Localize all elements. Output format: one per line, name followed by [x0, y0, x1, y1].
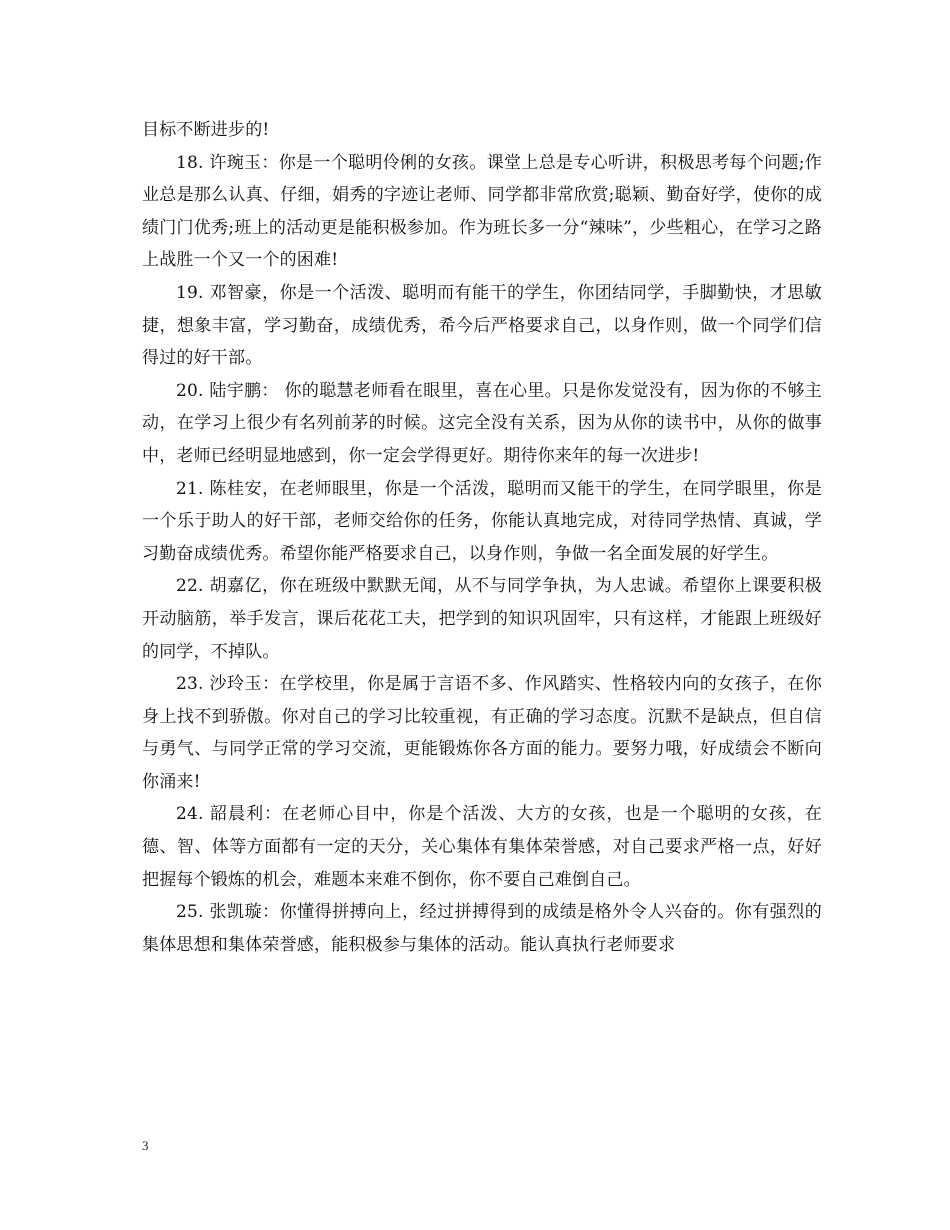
paragraph: 21. 陈桂安，在老师眼里，你是一个活泼，聪明而又能干的学生，在同学眼里，你是一个乐于助人的好干部，老师交给你的任务，你能认真地完成，对待同学热情、真诚，学习勤奋成绩优秀。希望你能严格要求自己，以身作则，争做一名全面发展的好学生。: [142, 478, 822, 564]
paragraph: 25. 张凯璇：你懂得拼搏向上，经过拼搏得到的成绩是格外令人兴奋的。你有强烈的集体思想和集体荣誉感，能积极参与集体的活动。能认真执行老师要求: [142, 902, 822, 955]
paragraph: 24. 韶晨利：在老师心目中，你是个活泼、大方的女孩，也是一个聪明的女孩，在德、智、体等方面都有一定的天分，关心集体有集体荣誉感，对自己要求严格一点，好好把握每个锻炼的机会，难题本来难不倒你，你不要自己难倒自己。: [142, 804, 822, 890]
paragraph: 目标不断进步的!: [142, 120, 270, 140]
page-number: 3: [142, 1138, 149, 1153]
document-body: [142, 114, 822, 961]
paragraph: 19. 邓智豪，你是一个活泼、聪明而有能干的学生，你团结同学，手脚勤快，才思敏捷，想象丰富，学习勤奋，成绩优秀，希今后严格要求自己，以身作则，做一个同学们信得过的好干部。: [142, 282, 822, 369]
paragraph: 23. 沙玲玉：在学校里，你是属于言语不多、作风踏实、性格较内向的女孩子，在你身上找不到骄傲。你对自己的学习比较重视，有正确的学习态度。沉默不是缺点，但自信与勇气、与同学正常的学习交流，更能锻炼你各方面的能力。要努力哦，好成绩会不断向你涌来!: [142, 674, 822, 792]
paragraph: 22. 胡嘉亿，你在班级中默默无闻，从不与同学争执，为人忠诚。希望你上课要积极开动脑筋，举手发言，课后花花工夫，把学到的知识巩固牢，只有这样，才能跟上班级好的同学，不掉队。: [142, 576, 822, 662]
paragraph: 20. 陆宇鹏： 你的聪慧老师看在眼里，喜在心里。只是你发觉没有，因为你的不够主动，在学习上很少有名列前茅的时候。这完全没有关系，因为从你的读书中，从你的做事中，老师已经明显地感到，你一定会学得更好。期待你来年的每一次进步!: [142, 380, 822, 466]
paragraph: 18. 许琬玉：你是一个聪明伶俐的女孩。课堂上总是专心听讲，积极思考每个问题;作业总是那么认真、仔细，娟秀的字迹让老师、同学都非常欣赏;聪颖、勤奋好学，使你的成绩门门优秀;班上的活动更是能积极参加。作为班长多一分“辣味”，少些粗心，在学习之路上战胜一个又一个的困难!: [142, 152, 822, 271]
